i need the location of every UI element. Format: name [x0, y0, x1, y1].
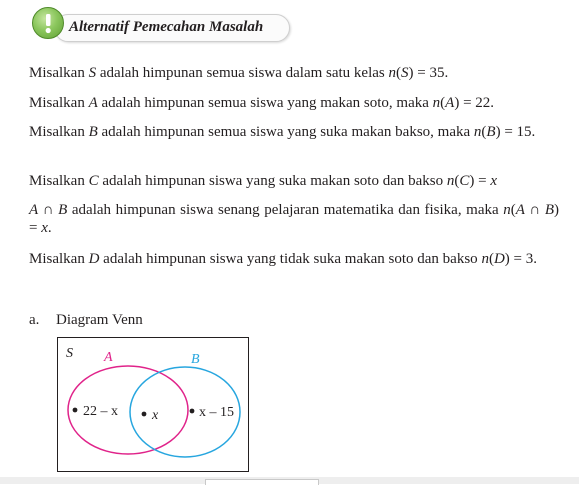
- caption-label: a.: [29, 312, 40, 328]
- exclamation-icon: [32, 7, 64, 39]
- paragraph-b: Misalkan B adalah himpunan semua siswa yang suka makan bakso, maka n(B) = 15.: [29, 124, 536, 140]
- section-header: [32, 4, 292, 42]
- region-a-only: 22 – x: [83, 404, 118, 419]
- header-title: Alternatif Pemecahan Masalah: [69, 19, 264, 35]
- header-pill: [54, 14, 290, 42]
- region-b-only: x – 15: [199, 405, 234, 420]
- paragraph-c: Misalkan C adalah himpunan siswa yang suka makan soto dan bakso n(C) = x: [29, 173, 498, 189]
- paragraph-a: Misalkan A adalah himpunan semua siswa yang makan soto, maka n(A) = 22.: [29, 95, 495, 111]
- page-bottom-tab: [205, 479, 319, 485]
- region-a-dot: [73, 408, 78, 413]
- region-b-dot: [190, 409, 195, 414]
- paragraph-s: Misalkan S adalah himpunan semua siswa dalam satu kelas n(S) = 35.: [29, 65, 449, 81]
- universe-label: S: [66, 346, 73, 361]
- caption-text: Diagram Venn: [56, 312, 143, 328]
- venn-diagram: [57, 337, 249, 472]
- paragraph-d: Misalkan D adalah himpunan siswa yang tidak suka makan soto dan bakso n(D) = 3.: [29, 251, 537, 267]
- region-both: x: [152, 408, 159, 423]
- figure-caption: [29, 312, 143, 329]
- set-b-label: B: [191, 352, 200, 367]
- paragraph-intersection: A ∩ B adalah himpunan siswa senang pelajaran matematika dan fisika, maka n(A ∩ B) = x.: [29, 202, 560, 236]
- region-both-dot: [142, 412, 147, 417]
- set-a-label: A: [104, 350, 113, 365]
